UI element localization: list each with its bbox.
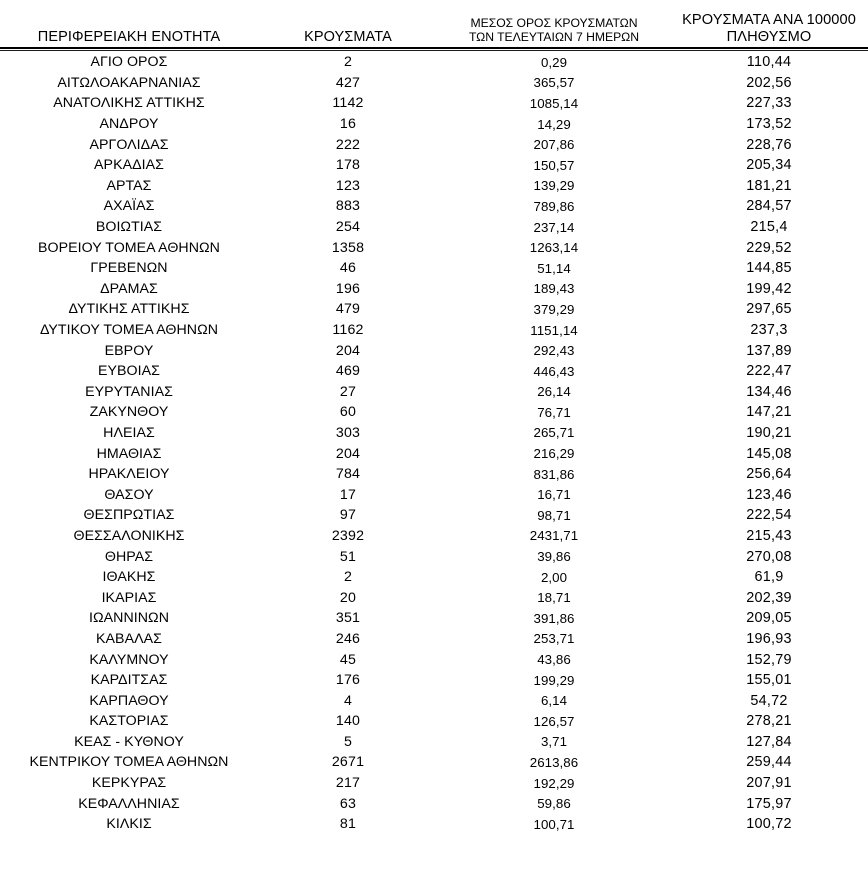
cell-cases-per-100000: 222,47 xyxy=(746,363,792,380)
cell-cases-per-100000: 190,21 xyxy=(746,424,792,441)
cell-cases: 303 xyxy=(335,424,361,441)
cell-cases-per-100000: 137,89 xyxy=(746,342,792,359)
column-header-cases-per-100000 xyxy=(670,0,868,47)
cell-region: ΗΛΕΙΑΣ xyxy=(103,424,155,441)
cell-avg-7-days: 18,71 xyxy=(537,590,571,606)
cell-avg-7-days: 1263,14 xyxy=(529,240,579,256)
cell-cases-per-100000: 256,64 xyxy=(746,466,792,483)
cell-cases-per-100000: 152,79 xyxy=(746,651,792,668)
cell-cases: 222 xyxy=(335,136,361,153)
table-row xyxy=(0,340,868,361)
cell-avg-7-days: 43,86 xyxy=(537,652,571,668)
cell-avg-7-days: 253,71 xyxy=(533,631,575,647)
cell-cases: 784 xyxy=(335,466,361,483)
column-header-avg-7-days-line-2: ΤΩΝ ΤΕΛΕΥΤΑΙΩΝ 7 ΗΜΕΡΩΝ xyxy=(468,30,640,45)
cell-cases: 123 xyxy=(335,177,361,194)
cell-avg-7-days: 1151,14 xyxy=(530,322,578,338)
cell-cases-per-100000: 134,46 xyxy=(746,383,792,400)
cell-cases-per-100000: 145,08 xyxy=(746,445,792,462)
column-header-cases-per-100000-line-2: ΠΛΗΘΥΣΜΟ xyxy=(726,28,812,45)
cell-cases-per-100000: 202,56 xyxy=(746,74,792,91)
cell-cases: 176 xyxy=(335,672,361,689)
cell-cases-per-100000: 278,21 xyxy=(746,713,792,730)
cell-cases-per-100000: 110,44 xyxy=(746,54,792,71)
cell-cases-per-100000: 222,54 xyxy=(746,507,792,524)
cell-cases-per-100000: 147,21 xyxy=(746,404,792,421)
cell-cases-per-100000: 215,4 xyxy=(750,219,788,236)
table-row xyxy=(0,732,868,753)
cell-avg-7-days: 39,86 xyxy=(537,549,571,565)
cell-avg-7-days: 139,29 xyxy=(533,178,575,194)
table-row xyxy=(0,587,868,608)
table-row xyxy=(0,134,868,155)
table-row xyxy=(0,670,868,691)
cell-cases: 2 xyxy=(343,54,353,71)
table-row xyxy=(0,814,868,835)
cell-region: ΚΑΛΥΜΝΟΥ xyxy=(89,651,169,668)
cell-avg-7-days: 6,14 xyxy=(540,693,568,709)
cell-cases-per-100000: 123,46 xyxy=(746,486,792,503)
cell-region: ΘΕΣΣΑΛΟΝΙΚΗΣ xyxy=(73,527,185,544)
cell-cases-per-100000: 237,3 xyxy=(750,322,788,339)
table-row xyxy=(0,793,868,814)
table-row xyxy=(0,505,868,526)
cell-region: ΑΡΤΑΣ xyxy=(106,177,152,194)
cell-region: ΔΥΤΙΚΗΣ ΑΤΤΙΚΗΣ xyxy=(68,301,190,318)
cell-cases: 27 xyxy=(339,383,357,400)
cell-avg-7-days: 237,14 xyxy=(533,219,575,235)
table-body xyxy=(0,52,868,835)
cell-cases-per-100000: 297,65 xyxy=(746,301,792,318)
cell-cases-per-100000: 100,72 xyxy=(746,816,792,833)
cell-region: ΚΑΒΑΛΑΣ xyxy=(96,630,162,647)
column-header-cases-per-100000-line-1: ΚΡΟΥΣΜΑΤΑ ΑΝΑ 100000 xyxy=(682,12,856,29)
cell-region: ΚΕΦΑΛΛΗΝΙΑΣ xyxy=(78,795,180,812)
cell-avg-7-days: 365,57 xyxy=(533,75,575,91)
cell-region: ΚΙΛΚΙΣ xyxy=(106,816,152,833)
cell-avg-7-days: 98,71 xyxy=(537,507,571,523)
table-row xyxy=(0,649,868,670)
cell-region: ΚΑΣΤΟΡΙΑΣ xyxy=(89,713,169,730)
cell-cases-per-100000: 175,97 xyxy=(746,795,792,812)
cell-avg-7-days: 51,14 xyxy=(537,260,571,276)
cell-avg-7-days: 379,29 xyxy=(533,301,575,317)
cell-cases: 204 xyxy=(335,342,361,359)
table-row xyxy=(0,526,868,547)
cell-cases: 63 xyxy=(339,795,357,812)
table-row xyxy=(0,382,868,403)
table-row xyxy=(0,752,868,773)
cell-avg-7-days: 76,71 xyxy=(537,404,571,420)
cell-avg-7-days: 446,43 xyxy=(533,363,575,379)
cell-cases: 351 xyxy=(335,610,361,627)
table-row xyxy=(0,279,868,300)
cell-region: ΘΑΣΟΥ xyxy=(104,486,154,503)
table-row xyxy=(0,464,868,485)
cell-avg-7-days: 207,86 xyxy=(533,137,575,153)
cell-cases-per-100000: 155,01 xyxy=(746,672,792,689)
cell-cases: 469 xyxy=(335,363,361,380)
cell-cases-per-100000: 202,39 xyxy=(746,589,792,606)
table-row xyxy=(0,52,868,73)
cell-cases: 427 xyxy=(335,74,361,91)
cell-avg-7-days: 59,86 xyxy=(537,796,571,812)
cell-region: ΘΗΡΑΣ xyxy=(104,548,154,565)
cell-cases-per-100000: 215,43 xyxy=(746,527,792,544)
cell-cases-per-100000: 270,08 xyxy=(746,548,792,565)
cell-region: ΔΥΤΙΚΟΥ ΤΟΜΕΑ ΑΘΗΝΩΝ xyxy=(39,322,219,339)
cell-region: ΖΑΚΥΝΘΟΥ xyxy=(89,404,169,421)
cell-cases-per-100000: 54,72 xyxy=(750,692,788,709)
cell-cases-per-100000: 259,44 xyxy=(746,754,792,771)
table-row xyxy=(0,361,868,382)
table-row xyxy=(0,217,868,238)
column-header-cases xyxy=(258,0,438,47)
cell-cases: 2 xyxy=(343,569,353,586)
cell-cases: 2671 xyxy=(331,754,365,771)
cell-cases-per-100000: 209,05 xyxy=(746,610,792,627)
cell-avg-7-days: 189,43 xyxy=(533,281,575,297)
cell-region: ΚΕΑΣ - ΚΥΘΝΟΥ xyxy=(74,733,184,750)
cell-cases: 17 xyxy=(339,486,357,503)
table-row xyxy=(0,608,868,629)
table-row xyxy=(0,320,868,341)
cell-region: ΙΩΑΝΝΙΝΩΝ xyxy=(89,610,169,627)
cell-cases-per-100000: 207,91 xyxy=(746,775,792,792)
cell-cases: 1162 xyxy=(332,322,364,339)
cell-region: ΑΝΔΡΟΥ xyxy=(99,116,159,133)
cell-avg-7-days: 292,43 xyxy=(533,343,575,359)
cell-cases-per-100000: 144,85 xyxy=(746,260,792,277)
cell-avg-7-days: 2,00 xyxy=(540,569,568,585)
table-row xyxy=(0,567,868,588)
cell-region: ΕΒΡΟΥ xyxy=(104,342,154,359)
cell-cases-per-100000: 61,9 xyxy=(754,569,784,586)
table-row xyxy=(0,546,868,567)
cell-avg-7-days: 789,86 xyxy=(533,198,575,214)
column-header-avg-7-days-line-1: ΜΕΣΟΣ ΟΡΟΣ ΚΡΟΥΣΜΑΤΩΝ xyxy=(470,16,638,31)
cell-cases: 51 xyxy=(339,548,357,565)
table-row xyxy=(0,711,868,732)
cell-cases: 16 xyxy=(339,116,357,133)
cell-avg-7-days: 26,14 xyxy=(537,384,571,400)
table-header xyxy=(0,0,868,52)
table-row xyxy=(0,299,868,320)
table-row xyxy=(0,443,868,464)
cell-avg-7-days: 150,57 xyxy=(533,157,575,173)
cell-region: ΙΘΑΚΗΣ xyxy=(102,569,156,586)
cell-avg-7-days: 391,86 xyxy=(533,610,575,626)
table-row xyxy=(0,423,868,444)
cell-cases: 97 xyxy=(339,507,357,524)
cell-cases-per-100000: 228,76 xyxy=(746,136,792,153)
cell-cases: 204 xyxy=(335,445,361,462)
cell-cases: 140 xyxy=(335,713,361,730)
cell-region: ΒΟΡΕΙΟΥ ΤΟΜΕΑ ΑΘΗΝΩΝ xyxy=(38,239,220,256)
cell-region: ΑΝΑΤΟΛΙΚΗΣ ΑΤΤΙΚΗΣ xyxy=(53,95,205,112)
cell-avg-7-days: 216,29 xyxy=(533,446,575,462)
cell-cases-per-100000: 284,57 xyxy=(746,198,792,215)
cell-avg-7-days: 0,29 xyxy=(540,54,568,70)
cell-region: ΕΥΒΟΙΑΣ xyxy=(98,363,160,380)
cell-avg-7-days: 2613,86 xyxy=(529,754,579,770)
table-row xyxy=(0,114,868,135)
cell-cases: 196 xyxy=(335,280,361,297)
cell-region: ΚΕΝΤΡΙΚΟΥ ΤΟΜΕΑ ΑΘΗΝΩΝ xyxy=(29,754,229,771)
cell-cases-per-100000: 205,34 xyxy=(746,157,792,174)
cell-region: ΑΓΙΟ ΟΡΟΣ xyxy=(90,54,168,71)
table-row xyxy=(0,93,868,114)
cell-avg-7-days: 16,71 xyxy=(537,487,571,503)
table-row xyxy=(0,73,868,94)
cell-cases-per-100000: 196,93 xyxy=(746,630,792,647)
cell-cases: 479 xyxy=(335,301,361,318)
cell-region: ΙΚΑΡΙΑΣ xyxy=(101,589,157,606)
table-row xyxy=(0,237,868,258)
cell-avg-7-days: 192,29 xyxy=(533,775,575,791)
cell-avg-7-days: 14,29 xyxy=(537,116,571,132)
cell-region: ΗΜΑΘΙΑΣ xyxy=(96,445,162,462)
cell-cases-per-100000: 181,21 xyxy=(746,177,792,194)
cell-region: ΚΕΡΚΥΡΑΣ xyxy=(91,775,167,792)
cell-avg-7-days: 1085,14 xyxy=(529,95,579,111)
cell-avg-7-days: 126,57 xyxy=(533,713,575,729)
cell-cases: 46 xyxy=(339,260,357,277)
column-header-cases-line-1: ΚΡΟΥΣΜΑΤΑ xyxy=(304,28,392,45)
table-row xyxy=(0,484,868,505)
cell-cases: 81 xyxy=(339,816,357,833)
cell-region: ΑΧΑΪΑΣ xyxy=(103,198,155,215)
cell-region: ΘΕΣΠΡΩΤΙΑΣ xyxy=(83,507,175,524)
column-header-avg-7-days xyxy=(438,0,670,47)
cell-avg-7-days: 2431,71 xyxy=(529,528,579,544)
column-header-region xyxy=(0,0,258,47)
column-header-region-line-1: ΠΕΡΙΦΕΡΕΙΑΚΗ ΕΝΟΤΗΤΑ xyxy=(37,28,221,45)
table-row xyxy=(0,155,868,176)
cell-cases-per-100000: 173,52 xyxy=(746,116,792,133)
cell-cases: 4 xyxy=(343,692,353,709)
cell-cases: 45 xyxy=(339,651,357,668)
table-row xyxy=(0,258,868,279)
cell-cases-per-100000: 229,52 xyxy=(746,239,792,256)
cell-cases: 60 xyxy=(339,404,357,421)
table-header-row xyxy=(0,0,868,47)
cell-avg-7-days: 3,71 xyxy=(540,734,568,750)
cell-avg-7-days: 831,86 xyxy=(533,466,575,482)
table-row xyxy=(0,176,868,197)
table-row xyxy=(0,690,868,711)
cell-avg-7-days: 199,29 xyxy=(533,672,575,688)
cell-cases-per-100000: 199,42 xyxy=(746,280,792,297)
cell-cases: 254 xyxy=(335,219,361,236)
cell-cases: 178 xyxy=(335,157,361,174)
cell-cases: 246 xyxy=(335,630,361,647)
table-row xyxy=(0,196,868,217)
cell-region: ΚΑΡΔΙΤΣΑΣ xyxy=(90,672,168,689)
cell-cases-per-100000: 227,33 xyxy=(746,95,792,112)
cell-region: ΓΡΕΒΕΝΩΝ xyxy=(90,260,168,277)
cell-region: ΕΥΡΥΤΑΝΙΑΣ xyxy=(85,383,173,400)
cell-region: ΑΙΤΩΛΟΑΚΑΡΝΑΝΙΑΣ xyxy=(57,74,201,91)
cell-cases: 1142 xyxy=(332,95,364,112)
cell-cases: 5 xyxy=(343,733,353,750)
cell-cases: 883 xyxy=(335,198,361,215)
cell-cases-per-100000: 127,84 xyxy=(746,733,792,750)
cell-region: ΗΡΑΚΛΕΙΟΥ xyxy=(88,466,170,483)
table-row xyxy=(0,629,868,650)
cell-region: ΑΡΓΟΛΙΔΑΣ xyxy=(89,136,169,153)
cell-avg-7-days: 100,71 xyxy=(533,816,575,832)
cell-avg-7-days: 265,71 xyxy=(533,425,575,441)
cell-cases: 20 xyxy=(339,589,357,606)
cell-region: ΚΑΡΠΑΘΟΥ xyxy=(89,692,169,709)
cell-region: ΑΡΚΑΔΙΑΣ xyxy=(94,157,164,174)
cell-cases: 217 xyxy=(335,775,361,792)
cell-region: ΔΡΑΜΑΣ xyxy=(100,280,158,297)
table-row xyxy=(0,402,868,423)
cell-region: ΒΟΙΩΤΙΑΣ xyxy=(95,219,163,236)
cell-cases: 1358 xyxy=(331,239,365,256)
cell-cases: 2392 xyxy=(331,527,365,544)
table-row xyxy=(0,773,868,794)
